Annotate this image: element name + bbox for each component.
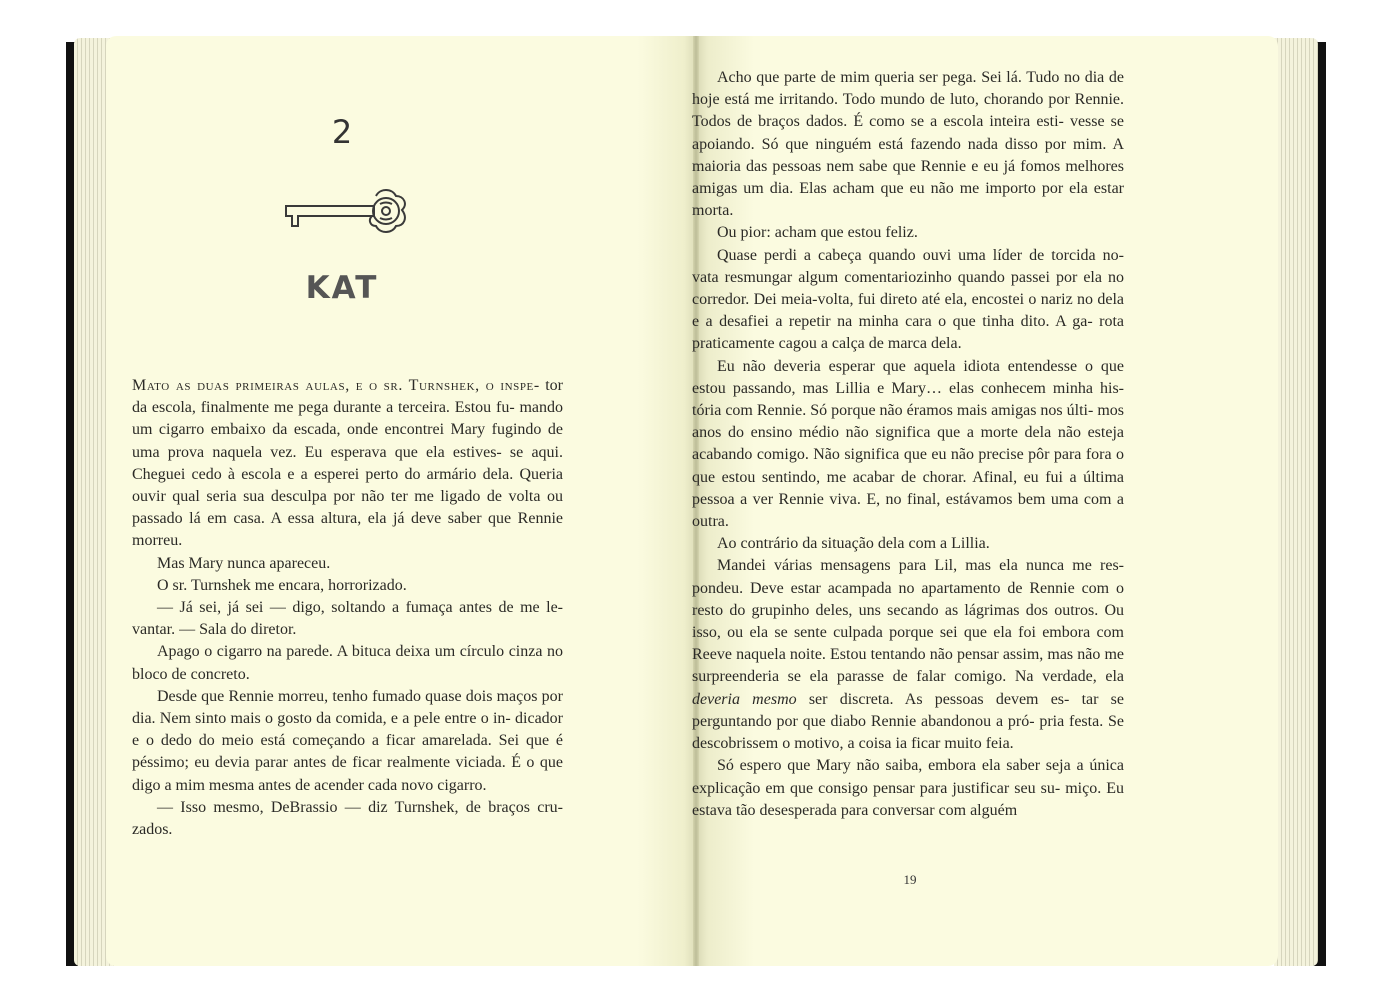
paragraph: — Isso mesmo, DeBrassio — diz Turnshek, de braços cru- zados.	[132, 798, 563, 839]
paragraph: Mas Mary nunca apareceu.	[157, 554, 331, 572]
paragraph: Apago o cigarro na parede. A bituca deixa um círculo cinza no bloco de concreto.	[132, 643, 563, 683]
opening-paragraph	[132, 375, 563, 553]
paragraph-with-italic: Mandei várias mensagens para Lil, mas ela nunca me res- pondeu. Deve estar acampada no apartamento de Rennie com o resto do grupinho deles, uns secando as lágrimas dos outros. Ou isso, ou ela se sente culpada porque sei que ela foi embora com Reeve naquela noite. Estou tentando não pensar assim, mas não me surpreenderia se ela parasse de falar comigo. Na verdade, ela deveria mesmo ser discreta. As pessoas devem es- tar se perguntando por que diabo Rennie abandonou a pró- pria festa. Se descobrissem o motivo, a coisa ia ficar muito feia.	[692, 557, 1124, 753]
paragraph: — Já sei, já sei — digo, soltando a fumaça antes de me le- vantar. — Sala do diretor.	[132, 599, 563, 639]
chapter-number: 2	[331, 113, 353, 151]
paragraph: Ou pior: acham que estou feliz.	[717, 224, 918, 242]
page-edges-right	[1274, 38, 1318, 966]
opening-rest: tor da escola, finalmente me pega durante a terceira. Estou fu- mando um cigarro embaixo da escada, onde encontrei Mary fugindo de uma prova naquela vez. Eu esperava que ela estives- se aqui. Cheguei cedo à escola e a esperei perto do armário dela. Queria ouvir qual seria sua desculpa por não ter me ligado de volta ou passado lá em casa. A essa altura, ela já deve saber que Rennie morreu.	[132, 377, 563, 550]
page-number: 19	[903, 872, 917, 887]
chapter-title: KAT	[305, 270, 379, 306]
paragraph: Eu não deveria esperar que aquela idiota entendesse o que estou passando, mas Lillia e Mary… elas conhecem minha his- tória com Rennie. Só porque não éramos mais amigas nos últi- mos anos do ensino médio não significa que a morte dela não esteja acabando comigo. Não significa que eu não precise pôr para fora o que estou sentindo, me acabar de chorar. Afinal, eu fui a última pessoa a ver Rennie viva. E, no final, estávamos bem uma com a outra.	[692, 357, 1124, 531]
opening-smallcaps: Mato as duas primeiras aulas, e o sr. Turnshek, o inspe-	[132, 377, 540, 394]
paragraph: Desde que Rennie morreu, tenho fumado quase dois maços por dia. Nem sinto mais o gosto da comida, e a pele entre o in- dicador e o dedo do meio está começando a ficar amarelada. Sei que é péssimo; eu devia parar antes de ficar realmente viciada. É o que digo a mim mesma antes de acender cada novo cigarro.	[132, 687, 563, 794]
paragraph: Só espero que Mary não saiba, embora ela saber seja a única explicação em que consigo pensar para justificar seu su- miço. Eu estava tão desesperada para conversar com alguém	[692, 757, 1124, 819]
paragraph: Ao contrário da situação dela com a Lillia.	[717, 535, 990, 553]
left-page-body	[132, 375, 563, 841]
paragraph: Acho que parte de mim queria ser pega. Sei lá. Tudo no dia de hoje está me irritando. Todo mundo de luto, chorando por Rennie. Todos de braços dados. É como se a escola inteira esti- vesse se apoiando. Só que ninguém está fazendo nada disso por mim. A maioria das pessoas nem sabe que Rennie e eu já fomos melhores amigas um dia. Elas acham que eu não me importo por ela estar morta.	[692, 69, 1124, 220]
paragraph: O sr. Turnshek me encara, horrorizado.	[157, 576, 407, 594]
paragraph: Quase perdi a cabeça quando ouvi uma líder de torcida no- vata resmungar algum comentariozinho quando passei por ela no corredor. Dei meia-volta, fui direto até ela, encostei o nariz no dela e a desafiei a repetir na minha cara o que tinha dito. A ga- rota praticamente cagou a calça de marca dela.	[692, 246, 1124, 353]
right-page-body	[692, 67, 1124, 822]
italic-emphasis: deveria mesmo	[692, 690, 797, 708]
key-icon	[282, 186, 410, 244]
